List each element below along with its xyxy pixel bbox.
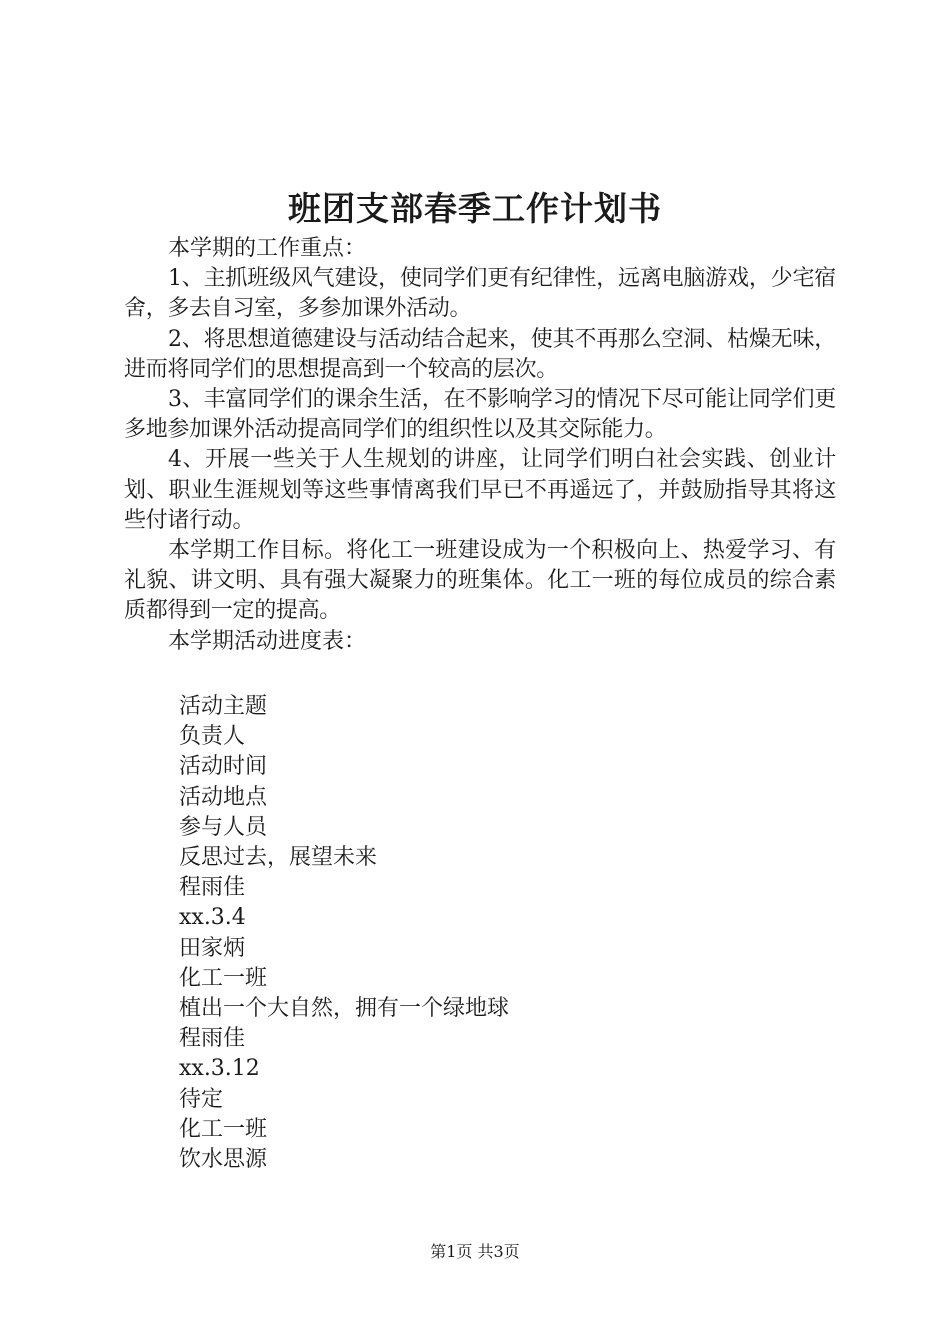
schedule-line: 程雨佳 — [179, 1026, 246, 1052]
paragraph: 2、将思想道德建设与活动结合起来，使其不再那么空洞、枯燥无味，进而将同学们的思想提高到一个较高的层次。 — [124, 326, 836, 382]
schedule-line: 参与人员 — [179, 814, 268, 840]
schedule-list — [179, 692, 509, 1175]
schedule-line: xx.3.12 — [179, 1056, 260, 1082]
schedule-line: 活动主题 — [179, 694, 268, 719]
schedule-line: 化工一班 — [179, 965, 268, 991]
document-body — [124, 234, 836, 657]
page-footer: 第1页 共3页 — [430, 1242, 520, 1261]
schedule-line: xx.3.4 — [179, 905, 246, 931]
schedule-line: 负责人 — [179, 724, 246, 750]
schedule-line: 饮水思源 — [179, 1147, 268, 1173]
paragraph: 1、主抓班级风气建设，使同学们更有纪律性，远离电脑游戏，少宅宿舍，多去自习室，多参加课外活动。 — [124, 266, 836, 322]
paragraph: 本学期工作目标。将化工一班建设成为一个积极向上、热爱学习、有礼貌、讲文明、具有强大凝聚力的班集体。化工一班的每位成员的综合素质都得到一定的提高。 — [124, 538, 836, 624]
schedule-line: 活动时间 — [179, 754, 268, 780]
schedule-line: 待定 — [179, 1086, 224, 1112]
paragraph: 本学期的工作重点： — [168, 236, 367, 261]
paragraph: 本学期活动进度表： — [168, 628, 367, 654]
document-title: 班团支部春季工作计划书 — [288, 189, 662, 228]
schedule-line: 程雨佳 — [179, 875, 246, 901]
schedule-line: 反思过去，展望未来 — [179, 845, 378, 871]
schedule-line: 田家炳 — [179, 935, 246, 961]
paragraph: 4、开展一些关于人生规划的讲座，让同学们明白社会实践、创业计划、职业生涯规划等这些事情离我们早已不再遥远了，并鼓励指导其将这些付诸行动。 — [124, 447, 836, 533]
paragraph: 3、丰富同学们的课余生活，在不影响学习的情况下尽可能让同学们更多地参加课外活动提高同学们的组织性以及其交际能力。 — [124, 387, 836, 443]
schedule-line: 活动地点 — [179, 784, 268, 810]
schedule-line: 植出一个大自然，拥有一个绿地球 — [179, 996, 510, 1022]
schedule-line: 化工一班 — [179, 1116, 268, 1142]
